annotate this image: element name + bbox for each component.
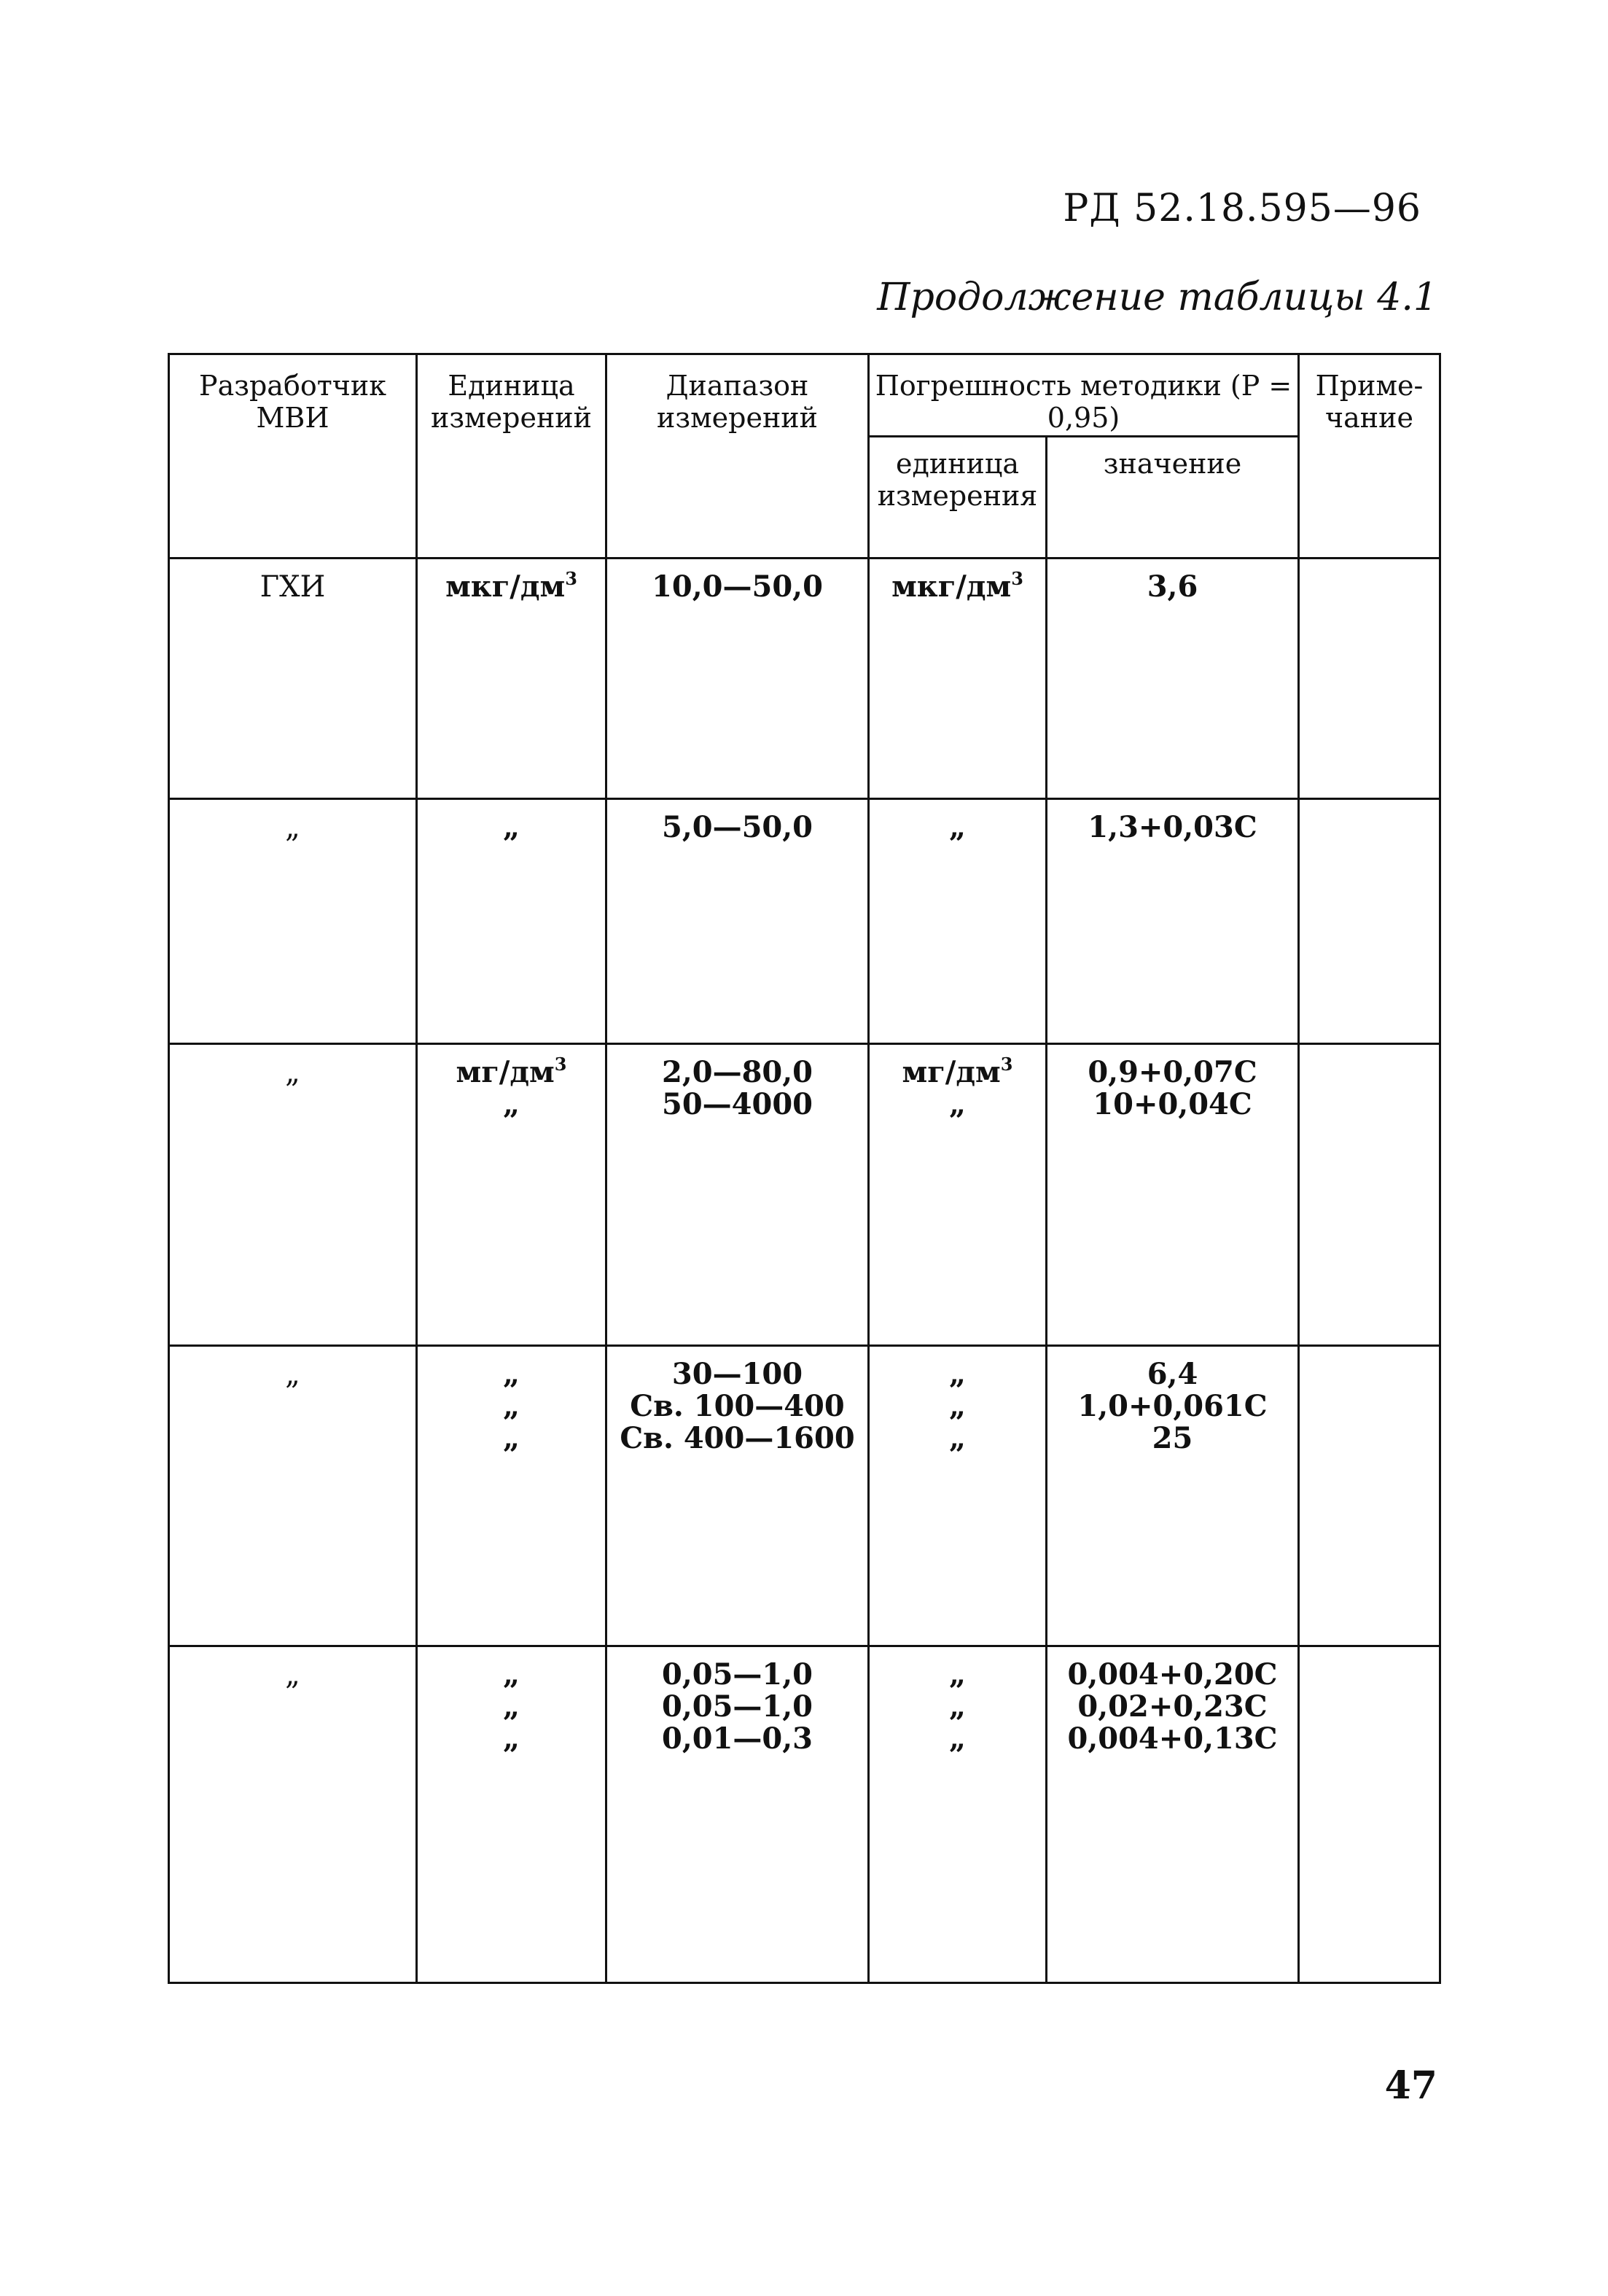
table-row (169, 1646, 1440, 1983)
range-line: 30—100 (671, 1357, 803, 1391)
unit-line: „ (948, 1087, 966, 1121)
range-line: 10,0—50,0 (652, 569, 823, 604)
table-row (169, 559, 1440, 799)
value-line: 6,4 (1147, 1357, 1198, 1391)
unit-line: „ (948, 1721, 966, 1756)
unit-line (870, 1056, 1045, 1089)
range-line: 5,0—50,0 (661, 810, 813, 844)
header-range: Диапазон измерений (606, 354, 869, 559)
cell-note (1299, 1044, 1440, 1346)
value-line: 0,004+0,13C (1067, 1721, 1278, 1756)
header-error-value: значение (1047, 437, 1299, 559)
cell-unit (417, 559, 606, 799)
cell-range (606, 1646, 869, 1983)
cell-error-value (1047, 1346, 1299, 1646)
cell-error-value (1047, 559, 1299, 799)
cell-unit (417, 1646, 606, 1983)
cell-developer: „ (169, 1044, 417, 1346)
cell-error-unit (869, 1346, 1047, 1646)
unit-exponent: 3 (565, 568, 577, 589)
unit-line: „ (502, 1421, 520, 1455)
range-line: 0,01—0,3 (661, 1721, 813, 1756)
unit-line: „ (948, 1357, 966, 1391)
cell-unit (417, 1346, 606, 1646)
cell-error-value (1047, 799, 1299, 1044)
unit-exponent: 3 (1000, 1054, 1013, 1075)
value-line: 25 (1152, 1421, 1193, 1455)
unit-line: „ (502, 1389, 520, 1423)
unit-line: „ (502, 1087, 520, 1121)
value-line: 1,0+0,061C (1077, 1389, 1268, 1423)
unit-line: „ (948, 1421, 966, 1455)
cell-developer: ГХИ (169, 559, 417, 799)
unit-text: мкг/дм (891, 569, 1012, 604)
page-number: 47 (1384, 2063, 1437, 2108)
range-line: 0,05—1,0 (661, 1689, 813, 1724)
cell-error-value (1047, 1646, 1299, 1983)
unit-line: „ (502, 1657, 520, 1692)
unit-line: „ (948, 1657, 966, 1692)
cell-developer: „ (169, 799, 417, 1044)
cell-range (606, 1044, 869, 1346)
range-line: Св. 400—1600 (620, 1421, 855, 1455)
cell-error-unit (869, 559, 1047, 799)
header-developer: Разработчик МВИ (169, 354, 417, 559)
cell-note (1299, 799, 1440, 1044)
unit-line: „ (948, 1689, 966, 1724)
document-code: РД 52.18.595—96 (1063, 187, 1421, 230)
cell-range (606, 799, 869, 1044)
cell-error-unit (869, 1044, 1047, 1346)
table-row (169, 1346, 1440, 1646)
table-caption: Продолжение таблицы 4.1 (877, 276, 1437, 319)
unit-line: „ (502, 1357, 520, 1391)
range-line: 50—4000 (662, 1087, 813, 1121)
table-header-row (169, 354, 1440, 437)
table-row (169, 1044, 1440, 1346)
unit-text: мг/дм (902, 1055, 1001, 1089)
range-line: 0,05—1,0 (661, 1657, 813, 1692)
cell-unit (417, 1044, 606, 1346)
value-line: 0,9+0,07C (1088, 1055, 1257, 1089)
cell-note (1299, 1346, 1440, 1646)
cell-range (606, 559, 869, 799)
unit-line: „ (502, 1689, 520, 1724)
header-unit: Единица измерений (417, 354, 606, 559)
value-line: 0,004+0,20C (1067, 1657, 1278, 1692)
cell-unit: „ (417, 799, 606, 1044)
header-note: Приме-чание (1299, 354, 1440, 559)
unit-exponent: 3 (1011, 568, 1023, 589)
range-line: Св. 100—400 (630, 1389, 845, 1423)
value-line: 10+0,04C (1093, 1087, 1252, 1121)
cell-error-unit (869, 1646, 1047, 1983)
unit-line (418, 1056, 605, 1089)
cell-note (1299, 1646, 1440, 1983)
data-table (168, 353, 1441, 1984)
value-line: 0,02+0,23C (1077, 1689, 1268, 1724)
table-row (169, 799, 1440, 1044)
cell-error-value (1047, 1044, 1299, 1346)
cell-range (606, 1346, 869, 1646)
cell-developer: „ (169, 1346, 417, 1646)
unit-text: мг/дм (456, 1055, 555, 1089)
cell-developer: „ (169, 1646, 417, 1983)
unit-text: мкг/дм (445, 569, 566, 604)
value-line: 3,6 (1147, 569, 1198, 604)
cell-error-unit: „ (869, 799, 1047, 1044)
value-line: 1,3+0,03C (1088, 810, 1257, 844)
range-line: 2,0—80,0 (661, 1055, 813, 1089)
unit-line: „ (502, 1721, 520, 1756)
header-method-error: Погрешность методики (P = 0,95) (869, 354, 1299, 437)
header-error-unit: единица измерения (869, 437, 1047, 559)
unit-exponent: 3 (554, 1054, 567, 1075)
unit-line: „ (948, 1389, 966, 1423)
cell-note (1299, 559, 1440, 799)
